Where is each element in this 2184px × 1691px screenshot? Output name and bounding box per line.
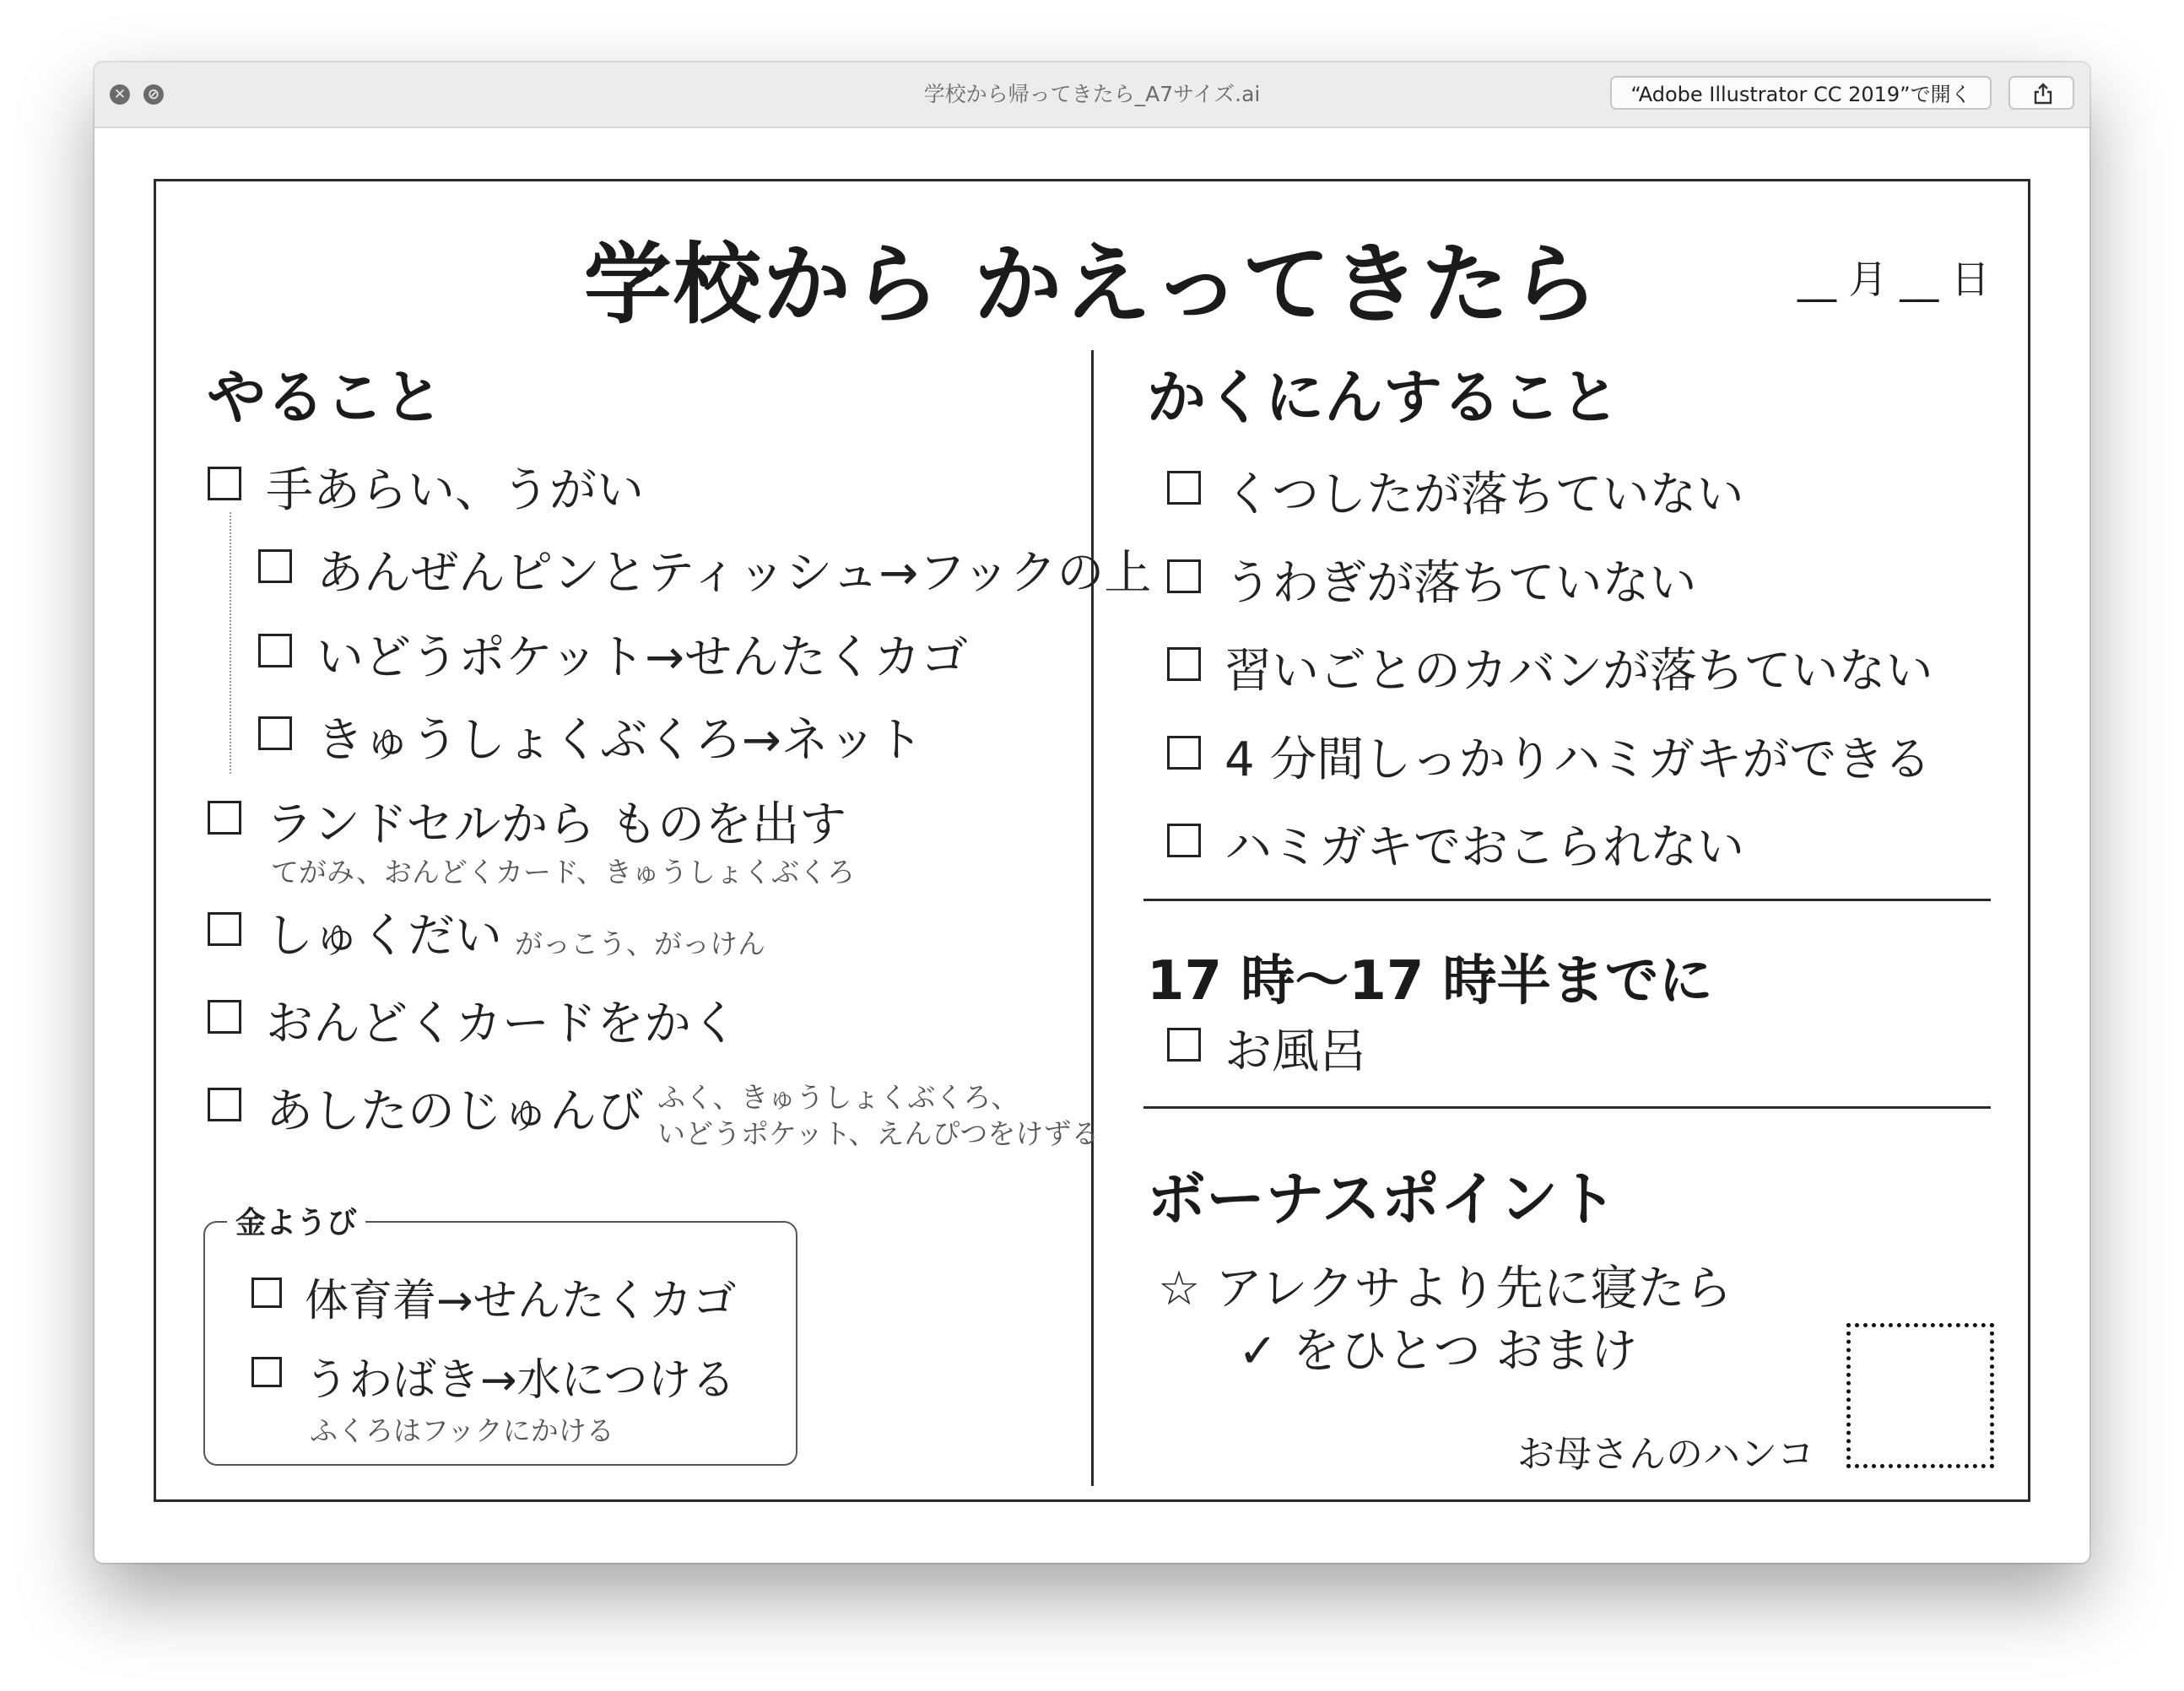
bath-item: お風呂 <box>1224 1024 1366 1079</box>
share-icon <box>2032 83 2054 105</box>
todo-homework-note: がっこう、がっけん <box>515 927 765 960</box>
check-item-1: くつしたが落ちていない <box>1224 467 1744 522</box>
checklist-document <box>154 179 2030 1502</box>
section-divider-2 <box>1143 1106 1991 1109</box>
todo-sub3: きゅうしょくぶくろ→ネット <box>316 713 923 768</box>
check-item-4: 4 分間しっかりハミガキができる <box>1224 732 1932 787</box>
bonus-heading: ボーナスポイント <box>1147 1164 1618 1234</box>
close-icon[interactable]: ✕ <box>110 84 130 105</box>
preview-window <box>95 62 2089 1563</box>
checkbox-sub2[interactable] <box>258 634 292 667</box>
todo-prepare-note-1: ふく、きゅうしょくぶくろ、 <box>657 1081 1019 1114</box>
friday-note: ふくろはフックにかける <box>310 1414 614 1447</box>
page-title: 学校から かえってきたら <box>583 233 1601 336</box>
bonus-line-1: ☆ アレクサより先に寝たら <box>1158 1261 1733 1316</box>
todo-sub1: あんぜんピンとティッシュ→フックの上 <box>316 546 1152 601</box>
checkbox-bath[interactable] <box>1167 1028 1201 1062</box>
todo-prepare: あしたのじゅんび <box>266 1084 644 1139</box>
column-divider <box>1091 350 1094 1486</box>
date-field: __ 月 __ 日 <box>1797 257 1990 302</box>
friday-label: 金ようび <box>227 1199 365 1242</box>
checkbox-check-1[interactable] <box>1167 471 1201 505</box>
checkbox-sub1[interactable] <box>258 549 292 583</box>
checkbox-ondoku[interactable] <box>208 1000 241 1034</box>
sub-item-guide <box>230 512 231 774</box>
checkbox-prepare[interactable] <box>208 1088 241 1121</box>
minimize-icon[interactable]: ⊘ <box>143 84 164 105</box>
check-item-2: うわぎが落ちていない <box>1224 556 1697 611</box>
checkbox-check-4[interactable] <box>1167 736 1201 770</box>
checkbox-handwash[interactable] <box>208 467 241 500</box>
share-button[interactable] <box>2008 76 2074 110</box>
bath-heading: 17 時〜17 時半までに <box>1147 950 1713 1013</box>
title-bar <box>95 62 2089 128</box>
check-item-3: 習いごとのカバンが落ちていない <box>1224 644 1933 699</box>
todo-handwash: 手あらい、うがい <box>266 463 644 518</box>
section-divider-1 <box>1143 899 1991 901</box>
checkbox-check-3[interactable] <box>1167 647 1201 681</box>
todo-randoseru-note: てがみ、おんどくカード、きゅうしょくぶくろ <box>271 856 856 889</box>
friday-item-1: 体育着→せんたくカゴ <box>305 1276 737 1326</box>
open-with-illustrator-button[interactable]: “Adobe Illustrator CC 2019”で開く <box>1610 76 1992 110</box>
window-title: 学校から帰ってきたら_A7サイズ.ai <box>923 82 1261 106</box>
stamp-box <box>1846 1323 1994 1468</box>
todo-ondoku: おんどくカードをかく <box>266 997 738 1051</box>
checkbox-check-2[interactable] <box>1167 559 1201 593</box>
checkbox-check-5[interactable] <box>1167 824 1201 857</box>
check-heading: かくにんすること <box>1147 363 1619 432</box>
checkbox-friday2[interactable] <box>251 1357 282 1387</box>
checkbox-sub3[interactable] <box>258 716 292 750</box>
todo-randoseru: ランドセルから ものを出す <box>266 797 847 852</box>
checkbox-friday1[interactable] <box>251 1278 282 1308</box>
friday-item-2: うわばき→水につける <box>305 1355 736 1406</box>
todo-prepare-note-2: いどうポケット、えんぴつをけずる <box>657 1117 1100 1150</box>
todo-sub2: いどうポケット→せんたくカゴ <box>316 630 969 685</box>
checkbox-homework[interactable] <box>208 912 241 946</box>
todo-homework: しゅくだい <box>266 909 502 964</box>
todo-heading: やること <box>207 363 443 432</box>
checkbox-randoseru[interactable] <box>208 801 241 835</box>
stamp-label: お母さんのハンコ <box>1517 1433 1814 1476</box>
check-item-5: ハミガキでおこられない <box>1224 820 1744 875</box>
bonus-line-2: ✓ をひとつ おまけ <box>1238 1324 1638 1379</box>
